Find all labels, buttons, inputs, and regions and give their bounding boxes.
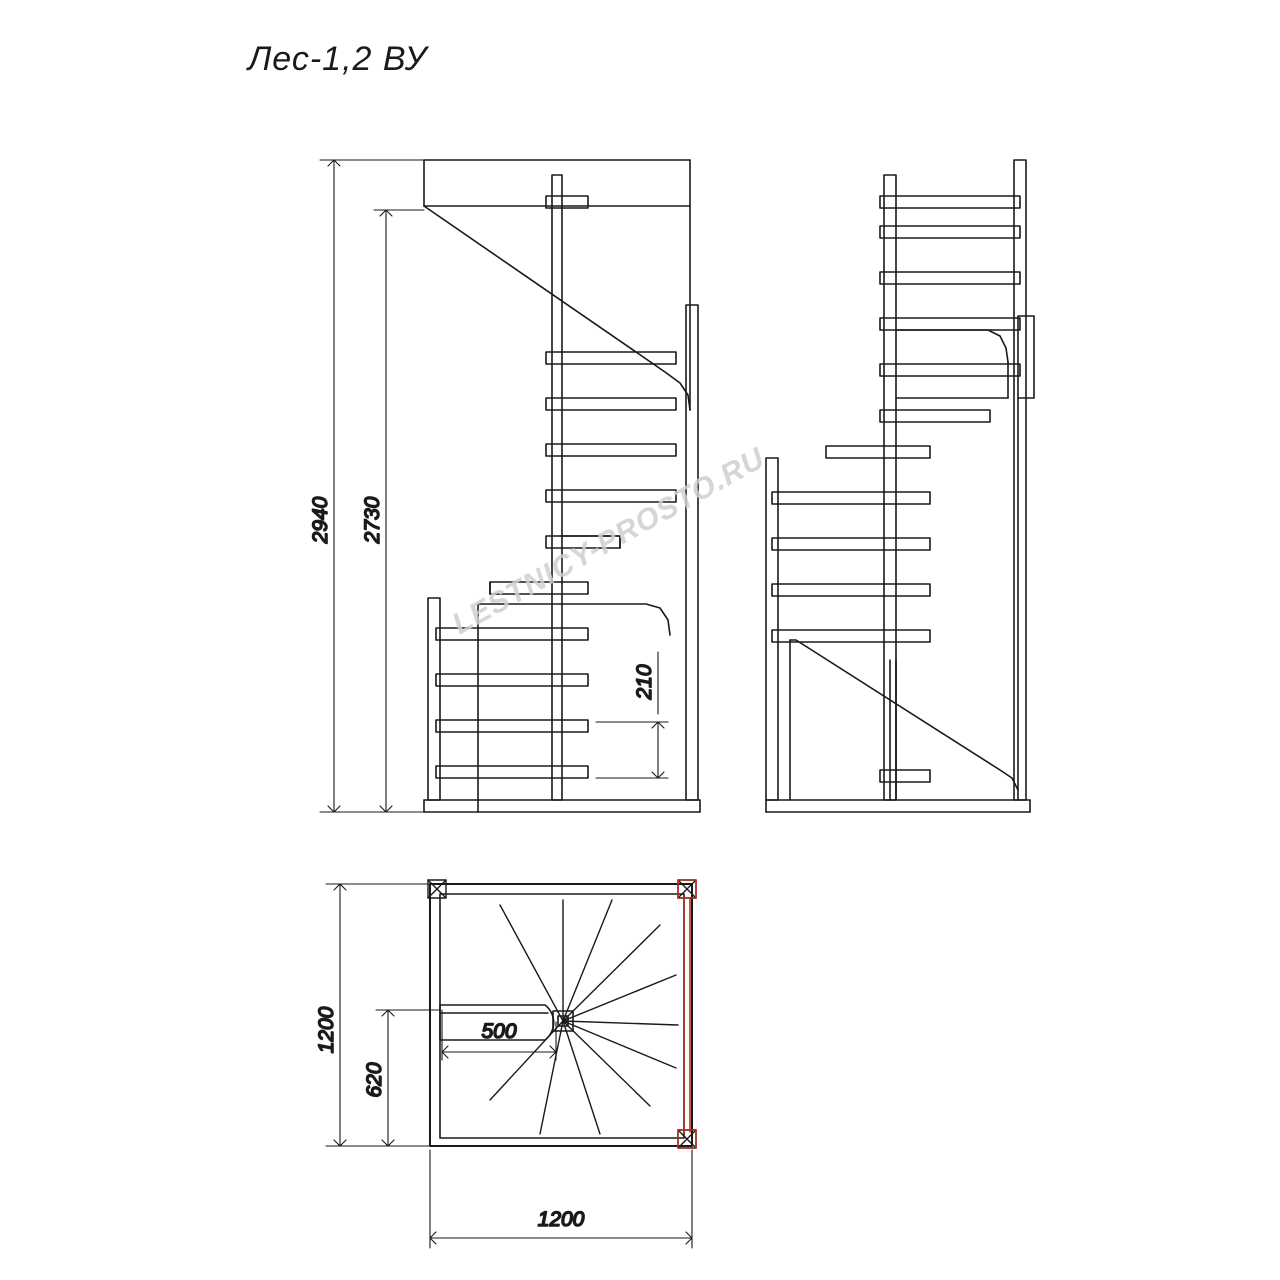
- dimension-label-plan-width: 1200: [537, 1208, 585, 1231]
- page-title: Лес-1,2 ВУ: [248, 40, 428, 78]
- dimension-label-2940: 2940: [309, 496, 332, 544]
- watermark-text: LESTNICY-PROSTO.RU: [446, 441, 771, 641]
- dimension-label-landing-offset: 620: [363, 1062, 386, 1098]
- dimension-label-210: 210: [633, 664, 656, 700]
- dimension-plan-1200-v: [326, 884, 430, 1146]
- dimension-label-plan-depth: 1200: [315, 1006, 338, 1054]
- dimension-label-tread-run: 500: [481, 1020, 517, 1043]
- dimension-2940: [320, 160, 424, 812]
- side-elevation-view: [766, 160, 1034, 812]
- dimension-label-2730: 2730: [361, 496, 384, 544]
- plan-view: [428, 880, 696, 1148]
- dimension-plan-1200-h: [430, 1150, 692, 1248]
- dimension-210: [596, 652, 668, 778]
- front-elevation-view: [424, 160, 700, 812]
